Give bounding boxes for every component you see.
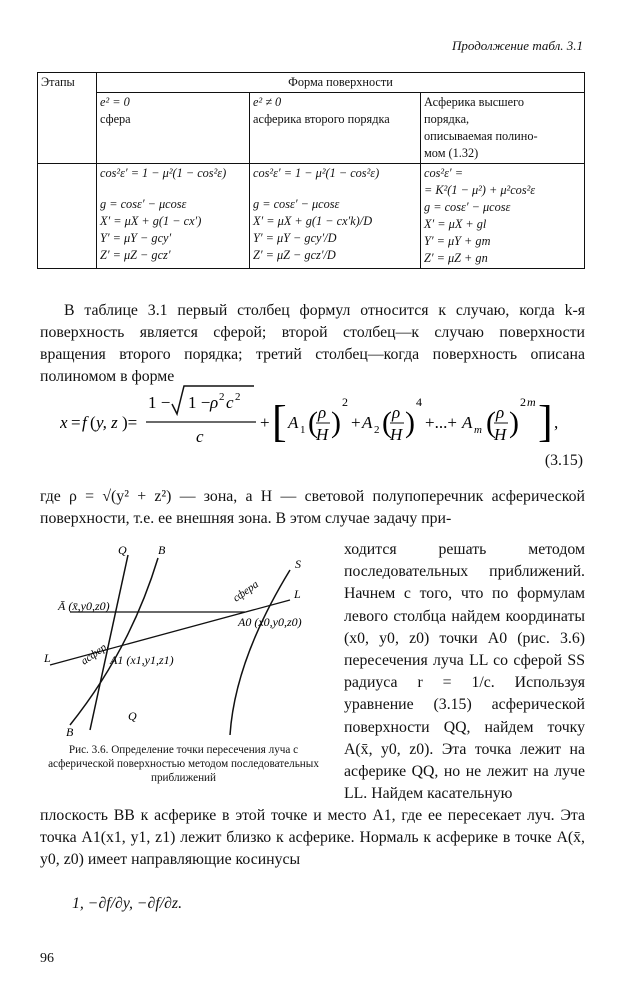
table-cell-higher-order-formulas: cos²ε′ = = K²(1 − μ²) + μ²cos²ε g = cosε′ − μcosε X′ = μX + gl Y′ = μY + gm Z′ = μZ + gn — [421, 163, 585, 268]
label-a0: A0 (x0,y0,z0) — [238, 615, 302, 629]
table-header-stages: Этапы — [38, 73, 97, 164]
svg-text:): ) — [405, 406, 415, 439]
svg-text:+...+: +...+ — [425, 413, 457, 432]
table-subheader-row — [38, 92, 585, 163]
label-a1: A1 (x1,y1,z1) — [110, 653, 174, 667]
direction-cosines: 1, −∂f/∂y, −∂f/∂z. — [72, 895, 183, 912]
paragraph-3: плоскость BB к асферике в этой точке и место A1, где ее пересекает луч. Эта точка A1(x1, y1, z1) лежит близко к асферике. Нормаль к асферике в точке A(x̄, y0, z0) имеет направляющие косинусы — [40, 807, 585, 868]
svg-text:1 −: 1 − — [148, 393, 171, 412]
svg-text:4: 4 — [416, 395, 422, 409]
page-number: 96 — [40, 951, 54, 966]
table-cell-sphere-formulas: cos²ε′ = 1 − μ²(1 − cos²ε) g = cosε′ − μcosε X′ = μX + g(1 − cx′) Y′ = μY − gcy′ Z′ = μZ − gcz′ — [97, 163, 250, 268]
table-cell-empty — [38, 163, 97, 268]
svg-text:(: ( — [90, 413, 96, 432]
svg-text:A: A — [462, 413, 473, 432]
svg-text:(: ( — [382, 406, 392, 439]
formula-table — [37, 72, 585, 269]
table-subheader-second-order: e² ≠ 0 асферика второго порядка — [250, 92, 421, 163]
svg-text:f: f — [82, 413, 87, 432]
svg-text:ρ: ρ — [318, 403, 327, 422]
svg-text:m: m — [474, 424, 482, 436]
svg-text:+: + — [260, 413, 270, 432]
table-formula-row — [38, 163, 585, 268]
svg-text:ρ: ρ — [210, 393, 219, 412]
table-subheader-higher-order: Асферика высшего порядка, описываемая полино- мом (1.32) — [421, 92, 585, 163]
paragraph-2: где ρ = √(y² + z²) — зона, а H — световой полупоперечник асферической поверхности, т.е. ее внешняя зона. В этом случае задачу при- — [40, 488, 585, 527]
svg-text:m: m — [527, 395, 536, 409]
svg-text:2: 2 — [374, 424, 380, 436]
svg-text:)=: )= — [122, 413, 138, 432]
table-cell-second-order-formulas: cos²ε′ = 1 − μ²(1 − cos²ε) g = cosε′ − μcosε X′ = μX + g(1 − cx′k)/D Y′ = μY − gcy′/D Z′ = μZ − gcz′/D — [250, 163, 421, 268]
running-header: Продолжение табл. 3.1 — [452, 38, 583, 53]
svg-text:[: [ — [272, 397, 287, 446]
svg-text:): ) — [509, 406, 519, 439]
equation-3-15 — [60, 384, 580, 454]
label-q-bottom: Q — [128, 709, 137, 723]
svg-text:H: H — [316, 425, 329, 444]
svg-text:A: A — [288, 413, 299, 432]
svg-text:1: 1 — [300, 424, 306, 436]
tangent-plane-BB — [70, 558, 158, 725]
label-asphere: асфер. — [78, 639, 112, 668]
table-header-surface: Форма поверхности — [97, 73, 585, 93]
figure-caption: Рис. 3.6. Определение точки пересечения луча с асферической поверхностью методом последовательных приближений — [48, 744, 319, 784]
equation-number: (3.15) — [544, 452, 583, 469]
svg-text:x: x — [60, 413, 68, 432]
svg-text:,: , — [554, 413, 559, 432]
svg-text:ρ: ρ — [392, 403, 401, 422]
paragraph-1: В таблице 3.1 первый столбец формул относится к случаю, когда k-я поверхность является сферой; второй столбец—к случаю поверхности вращения второго порядка; третий столбец—когда поверхность описана полиномом в форме — [40, 302, 585, 385]
svg-text:1 −: 1 − — [188, 393, 211, 412]
wrapped-paragraph: ходится решать методом последовательных приближений. Начнем с того, что по формулам левого столбца найдем координаты (x0, y0, z0) точки A0 (рис. 3.6) пересечения луча LL со сферой SS радиуса r = 1/c. Используя уравнение (3.15) асферической поверхности QQ, найдем точку A(x̄, y0, z0). Эта точка лежит на асферике QQ, но не лежит на луче LL. Найдем касательную — [344, 541, 585, 803]
label-sphere: сфера — [230, 578, 261, 605]
svg-text:=: = — [71, 413, 81, 432]
svg-text:2: 2 — [342, 395, 348, 409]
svg-text:+: + — [351, 413, 361, 432]
svg-text:H: H — [494, 425, 507, 444]
label-b-bottom: B — [66, 725, 74, 739]
svg-text:2: 2 — [219, 391, 225, 403]
label-l-left: L — [44, 651, 51, 665]
svg-text:]: ] — [538, 397, 553, 446]
svg-text:): ) — [331, 406, 341, 439]
svg-text:(: ( — [486, 406, 496, 439]
label-q-top: Q — [118, 543, 127, 557]
svg-text:c: c — [196, 427, 204, 446]
label-l-right: L — [294, 587, 301, 601]
svg-text:y, z: y, z — [96, 413, 118, 432]
svg-text:ρ: ρ — [496, 403, 505, 422]
asphere-curve-QQ — [90, 555, 128, 730]
label-b-top: B — [158, 543, 166, 557]
svg-text:c: c — [226, 393, 234, 412]
table-subheader-sphere: e² = 0 сфера — [97, 92, 250, 163]
svg-text:A: A — [362, 413, 373, 432]
label-s: S — [295, 557, 301, 571]
figure-3-6 — [40, 540, 340, 740]
svg-text:2: 2 — [520, 395, 526, 409]
svg-text:H: H — [390, 425, 403, 444]
label-a-bar: Ā (x̄,y0,z0) — [58, 599, 110, 613]
svg-text:2: 2 — [235, 391, 241, 403]
svg-text:(: ( — [308, 406, 318, 439]
